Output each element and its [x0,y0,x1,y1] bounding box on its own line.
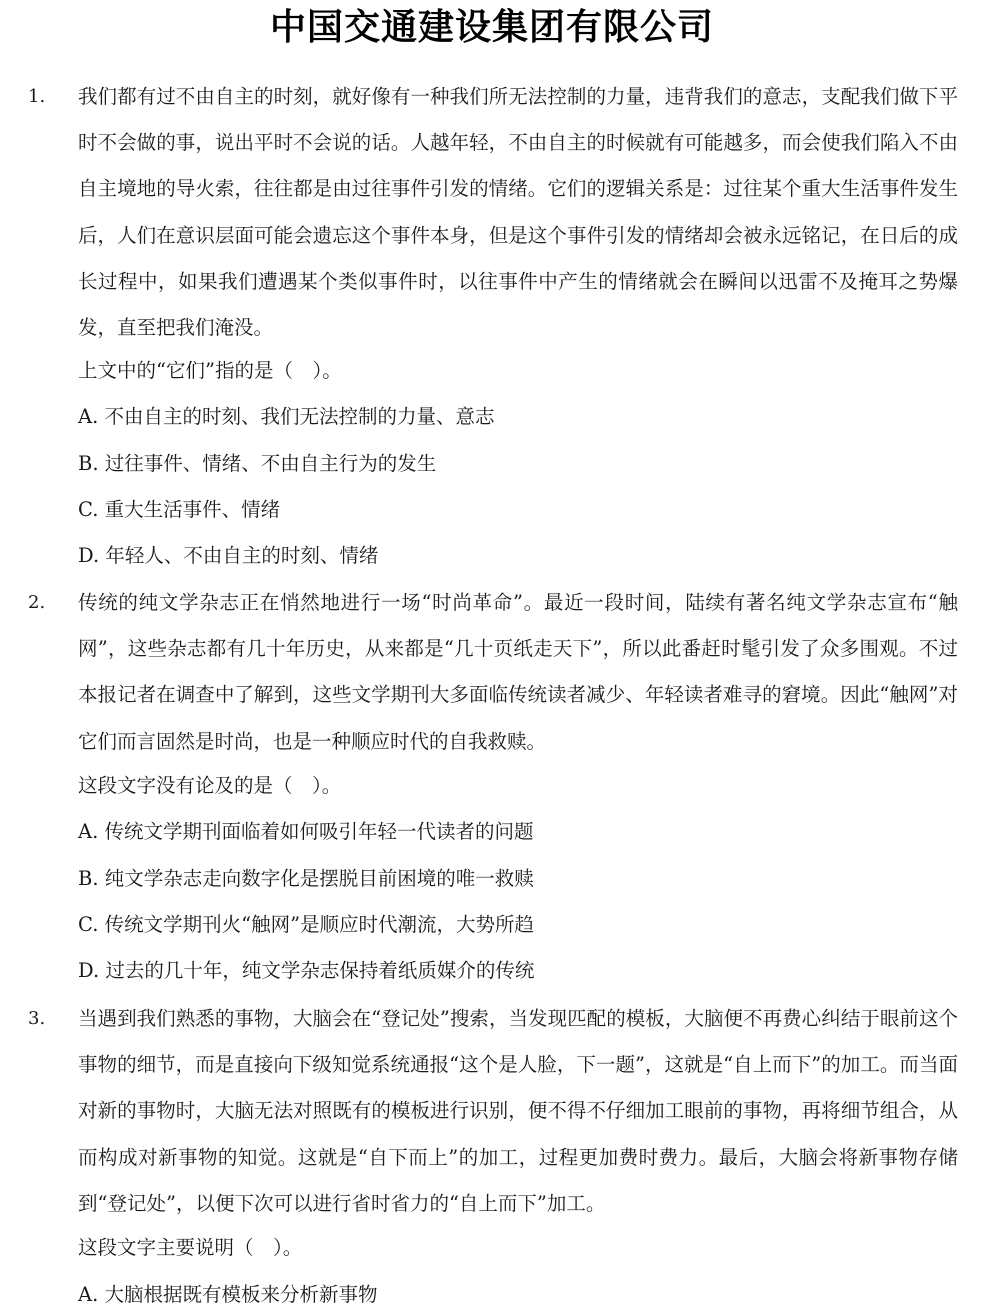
question-3-stem: 这段文字主要说明（ ）。 [78,1236,303,1259]
question-3-passage: 当遇到我们熟悉的事物，大脑会在“登记处”搜索，当发现匹配的模板，大脑便不再费心纠结于眼前这个事物的细节，而是直接向下级知觉系统通报“这个是人脸，下一题”，这就是“自上而下”的加工。而当面对新的事物时，大脑无法对照既有的模板进行识别，便不得不仔细加工眼前的事物，再将细节组合，从而构成对新事物的知觉。这就是“自下而上”的加工，过程更加费时费力。最后，大脑会将新事物存储到“登记处”，以便下次可以进行省时省力的“自上而下”加工。 [78,1007,958,1215]
question-1-option-d: D. 年轻人、不由自主的时刻、情绪 [78,544,379,567]
question-1-number: 1. [28,86,46,107]
page-title: 中国交通建设集团有限公司 [269,7,714,48]
question-1-option-a: A. 不由自主的时刻、我们无法控制的力量、意志 [78,405,495,428]
question-2-option-a: A. 传统文学期刊面临着如何吸引年轻一代读者的问题 [78,820,534,843]
question-1-option-c: C. 重大生活事件、情绪 [78,498,281,521]
question-3-number: 3. [28,1008,46,1029]
question-2-passage: 传统的纯文学杂志正在悄然地进行一场“时尚革命”。最近一段时间，陆续有著名纯文学杂志宣布“触网”，这些杂志都有几十年历史，从来都是“几十页纸走天下”，所以此番赶时髦引发了众多围观。不过本报记者在调查中了解到，这些文学期刊大多面临传统读者减少、年轻读者难寻的窘境。因此“触网”对它们而言固然是时尚，也是一种顺应时代的自我救赎。 [78,591,958,753]
question-2-number: 2. [28,592,46,613]
question-2-option-b: B. 纯文学杂志走向数字化是摆脱目前困境的唯一救赎 [78,867,534,890]
question-1-passage: 我们都有过不由自主的时刻，就好像有一种我们所无法控制的力量，违背我们的意志，支配我们做下平时不会做的事，说出平时不会说的话。人越年轻，不由自主的时候就有可能越多，而会使我们陷入不由自主境地的导火索，往往都是由过往事件引发的情绪。它们的逻辑关系是：过往某个重大生活事件发生后，人们在意识层面可能会遗忘这个事件本身，但是这个事件引发的情绪却会被永远铭记，在日后的成长过程中，如果我们遭遇某个类似事件时，以往事件中产生的情绪就会在瞬间以迅雷不及掩耳之势爆发，直至把我们淹没。 [78,85,958,340]
question-2-option-d: D. 过去的几十年，纯文学杂志保持着纸质媒介的传统 [78,959,535,982]
question-2-stem: 这段文字没有论及的是（ ）。 [78,774,342,797]
question-1-stem: 上文中的“它们”指的是（ ）。 [78,359,342,382]
question-1-option-b: B. 过往事件、情绪、不由自主行为的发生 [78,452,437,475]
question-3-option-a: A. 大脑根据既有模板来分析新事物 [78,1283,378,1306]
question-2-option-c: C. 传统文学期刊火“触网”是顺应时代潮流，大势所趋 [78,913,535,936]
